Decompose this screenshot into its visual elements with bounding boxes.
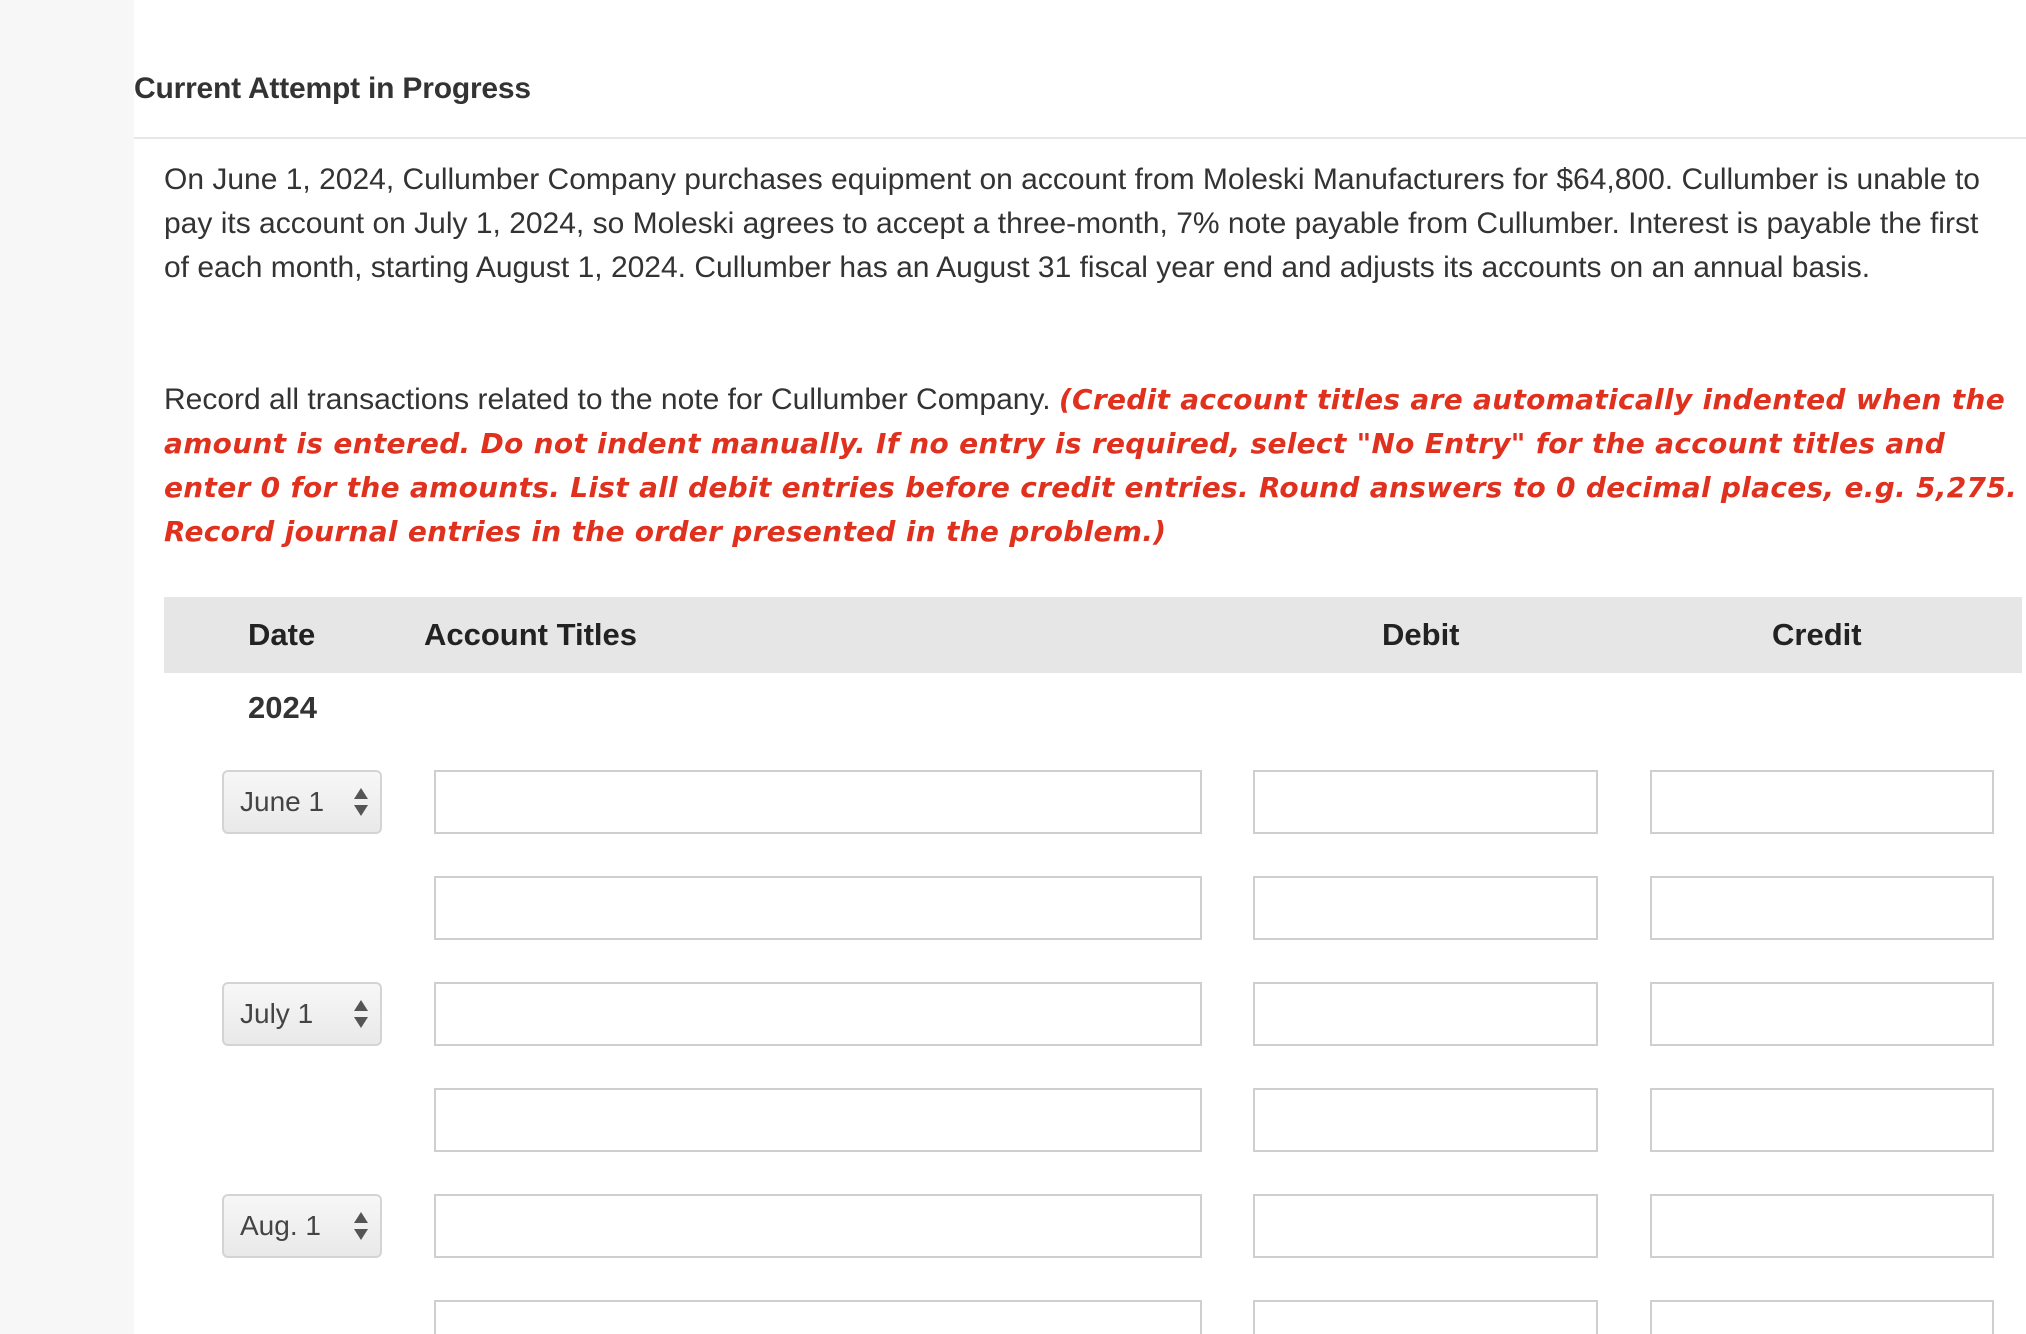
year-label: 2024 — [248, 690, 317, 725]
account-title-input[interactable] — [434, 1194, 1202, 1258]
account-title-input-partial[interactable] — [434, 1300, 1202, 1334]
header-debit: Debit — [1382, 617, 1460, 652]
section-title: Current Attempt in Progress — [134, 72, 531, 105]
account-title-input[interactable] — [434, 982, 1202, 1046]
credit-input[interactable] — [1650, 1194, 1994, 1258]
header-credit: Credit — [1772, 617, 1862, 652]
credit-input[interactable] — [1650, 876, 1994, 940]
select-arrows-icon — [354, 1212, 368, 1240]
credit-input[interactable] — [1650, 982, 1994, 1046]
date-select-value: Aug. 1 — [240, 1210, 321, 1241]
instructions — [164, 378, 2019, 554]
select-arrows-icon — [354, 1000, 368, 1028]
account-title-input[interactable] — [434, 876, 1202, 940]
debit-input[interactable] — [1253, 1194, 1598, 1258]
instructions-note: (Credit account titles are automatically indented when the amount is entered. Do not indent manually. If no entry is required, select "No Entry" for the account titles and enter 0 for the amounts. List all debit entries before credit entries. Round answers to 0 decimal places, e.g. 5,275. Record journal entries in the order presented in the problem.) — [164, 383, 2018, 548]
header-date: Date — [248, 617, 316, 652]
select-arrows-icon — [354, 788, 368, 816]
title-divider — [134, 137, 2026, 139]
debit-input[interactable] — [1253, 982, 1598, 1046]
debit-input[interactable] — [1253, 876, 1598, 940]
account-title-input[interactable] — [434, 770, 1202, 834]
date-select-value: June 1 — [240, 786, 325, 817]
debit-input[interactable] — [1253, 770, 1598, 834]
account-title-input[interactable] — [434, 1088, 1202, 1152]
credit-input[interactable] — [1650, 770, 1994, 834]
debit-input-partial[interactable] — [1253, 1300, 1598, 1334]
problem-statement: On June 1, 2024, Cullumber Company purchases equipment on account from Moleski Manufacturers for $64,800. Cullumber is unable to pay its account on July 1, 2024, so Moleski agrees to accept a three-month, 7% note payable from Cullumber. Interest is payable the first of each month, starting August 1, 2024. Cullumber has an August 31 fiscal year end and adjusts its accounts on an annual basis. — [164, 163, 1980, 284]
instructions-lead: Record all transactions related to the note for Cullumber Company. — [164, 383, 1051, 416]
date-select-aug-1[interactable] — [222, 1194, 382, 1258]
credit-input[interactable] — [1650, 1088, 1994, 1152]
journal-table-header — [164, 597, 2022, 673]
debit-input[interactable] — [1253, 1088, 1598, 1152]
date-select-value: July 1 — [240, 998, 314, 1029]
credit-input-partial[interactable] — [1650, 1300, 1994, 1334]
date-select-july-1[interactable] — [222, 982, 382, 1046]
date-select-june-1[interactable] — [222, 770, 382, 834]
left-gutter — [0, 0, 134, 1334]
header-account-titles: Account Titles — [424, 617, 638, 652]
